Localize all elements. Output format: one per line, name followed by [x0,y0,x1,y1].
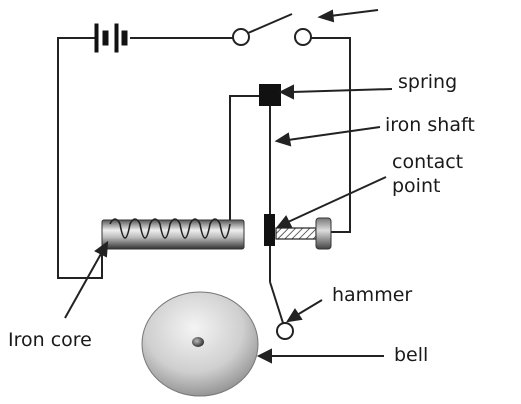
iron-core-label: Iron core [8,329,92,351]
hammer-pointer [297,300,322,315]
iron-shaft-label: iron shaft [385,114,475,136]
contact-point-pointer [288,177,386,222]
spring-block-icon [259,84,281,106]
battery-icon [95,24,127,52]
contact-point-label-line1: contact [392,151,464,173]
coil-icon [102,219,244,249]
hammer-label: hammer [332,284,413,306]
bell-label: bell [394,344,429,366]
circuit-wires [58,38,350,323]
spring-label: spring [398,71,458,93]
bell-icon [142,292,258,396]
arrow-icon [320,10,378,21]
contact-point-label-line2: point [392,175,441,197]
iron-core-pointer [65,252,102,318]
iron-shaft-pointer [288,127,380,140]
switch-icon [233,14,311,45]
hammer-icon [277,323,293,339]
spring-pointer [292,89,392,92]
contact-point-assembly [264,214,331,249]
